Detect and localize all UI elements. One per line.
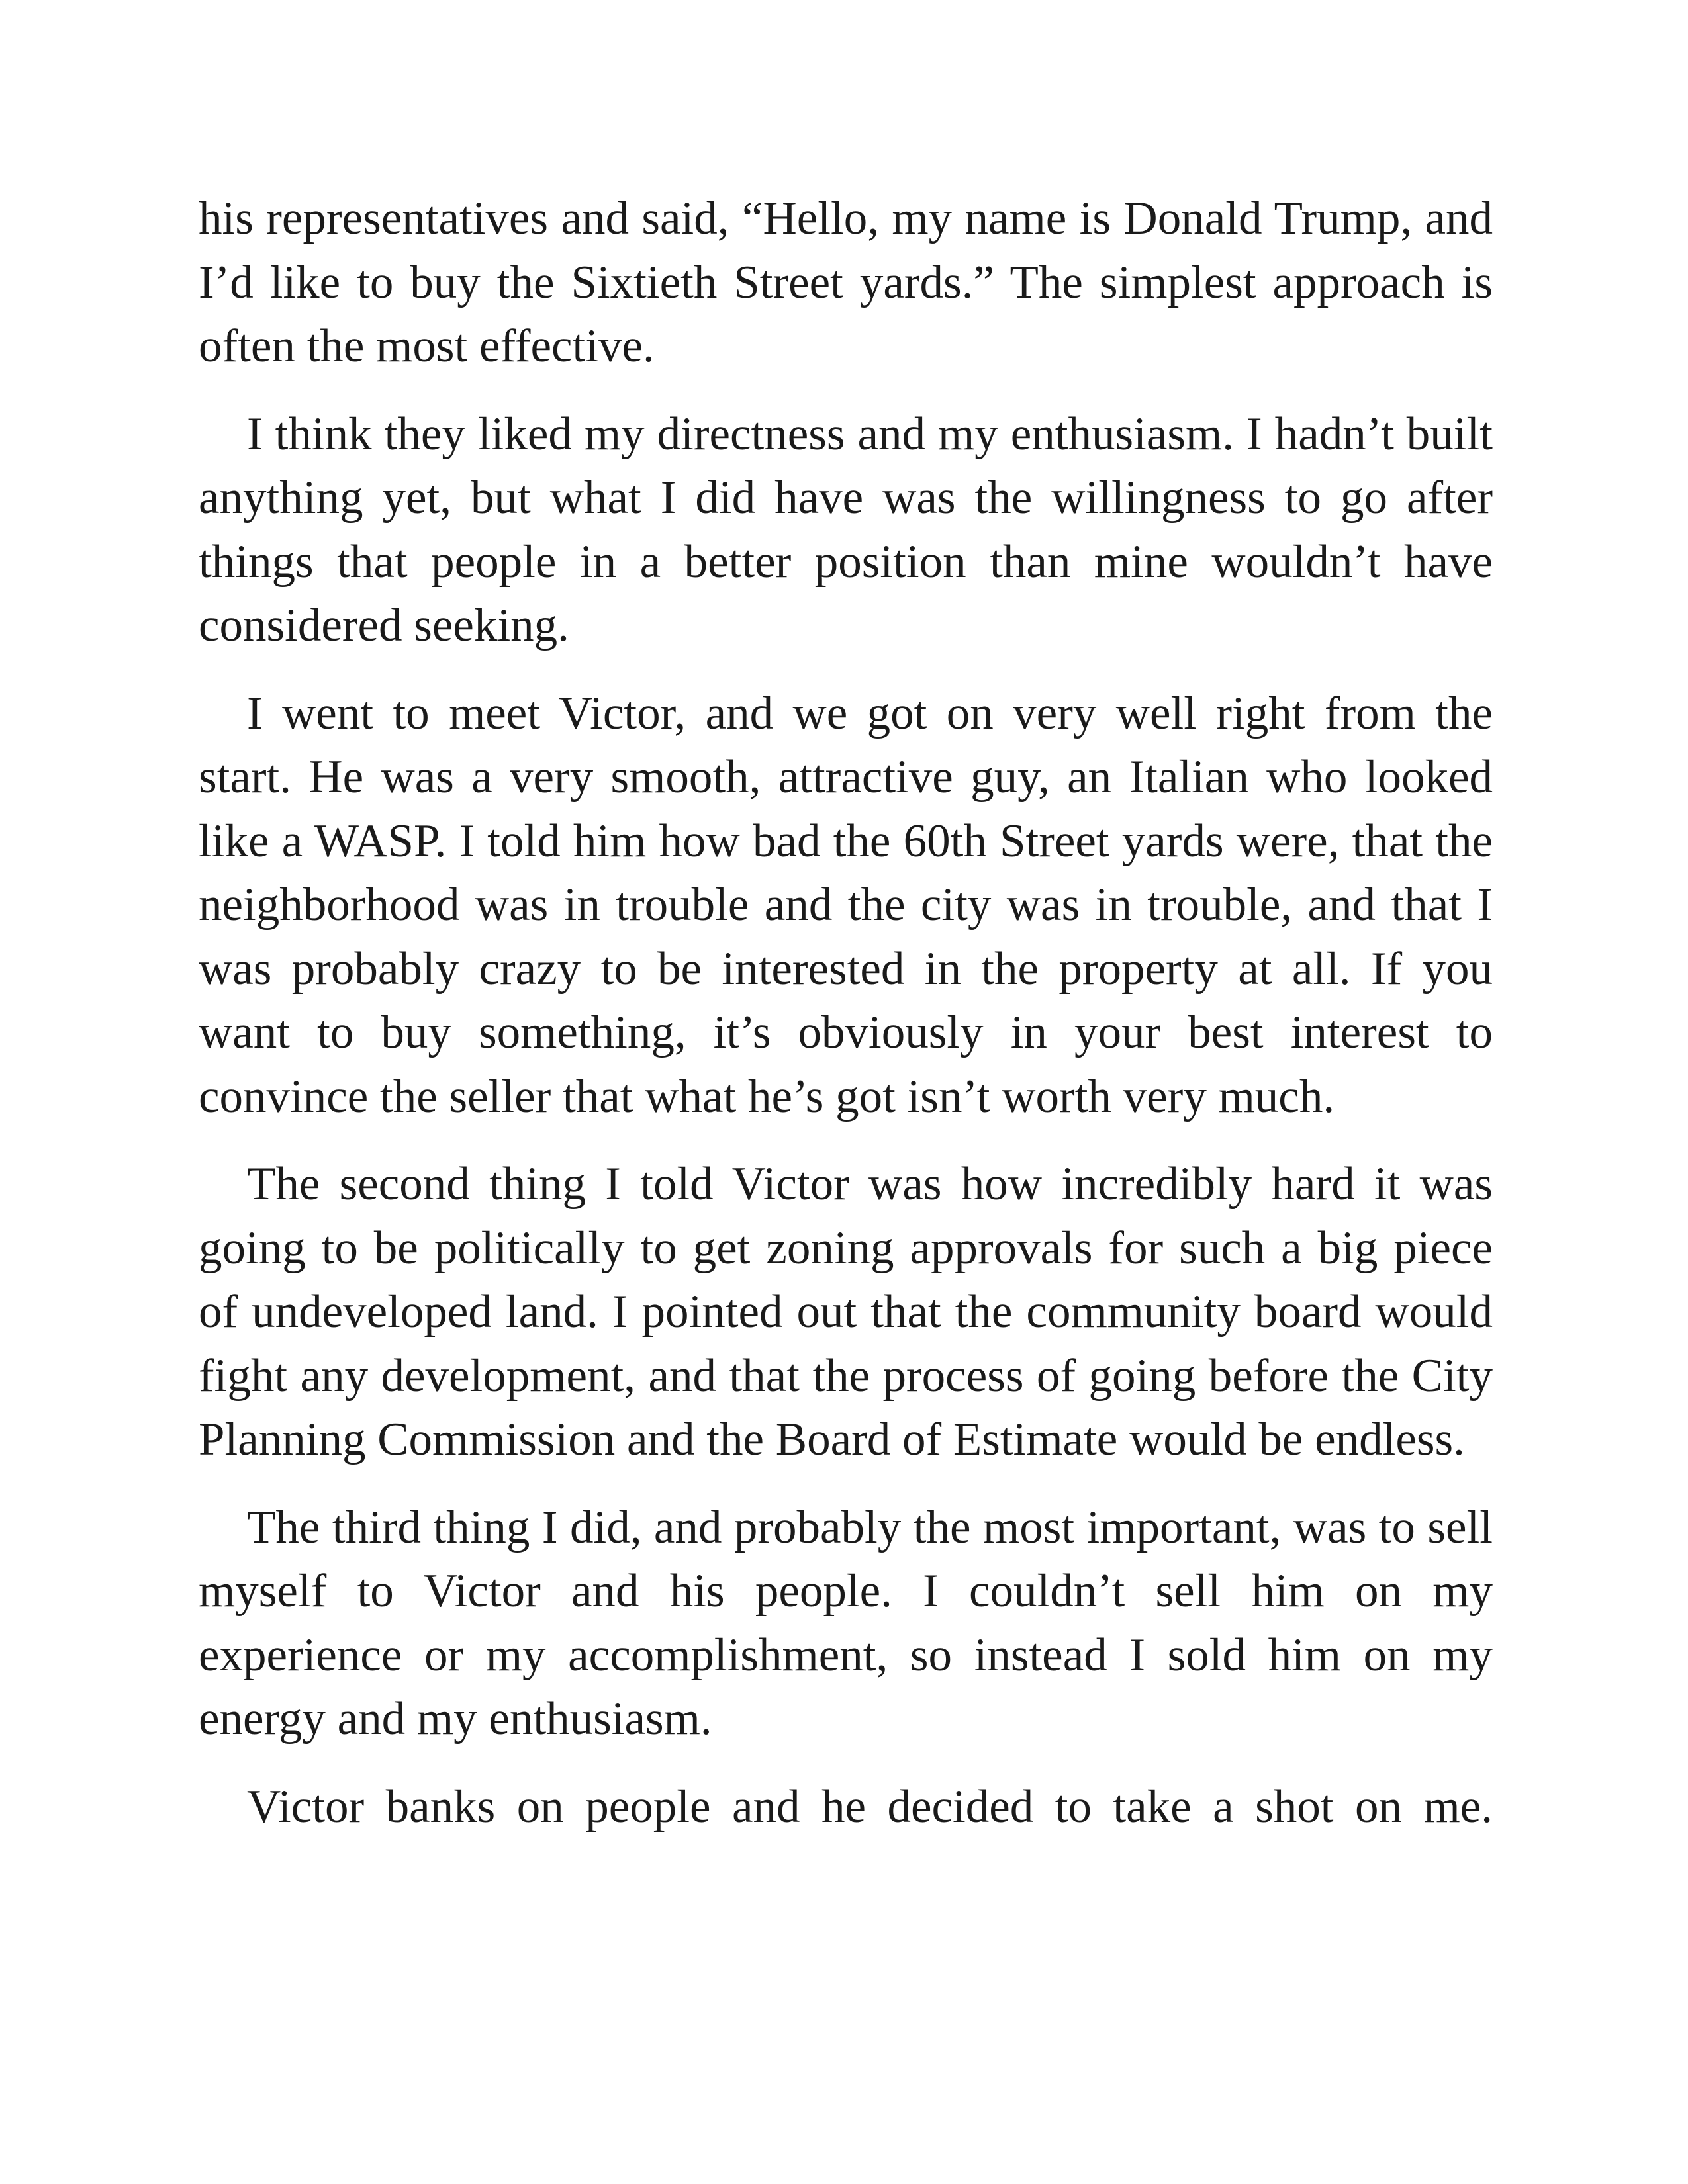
paragraph-selling-myself: The third thing I did, and probably the most important, was to sell myself to Victor and his people. I couldn’t sell him on my experience or my accomplishment, so instead I sold him on my energy and my enthusiasm.	[199, 1501, 1493, 1745]
paragraph-zoning: The second thing I told Victor was how incredibly hard it was going to be politically to get zoning approvals for such a big piece of undeveloped land. I pointed out that the community board would fight any development, and that the process of going before the City Planning Commission and the Board of Estimate would be endless.	[199, 1158, 1493, 1465]
paragraph-directness: I think they liked my directness and my enthusiasm. I hadn’t built anything yet, but what I did have was the willingness to go after things that people in a better position than mine wouldn’t have considered seeking.	[199, 408, 1493, 651]
document-page	[199, 187, 1493, 1862]
paragraph-closing: Victor banks on people and he decided to take a shot on me.	[247, 1780, 1493, 1833]
paragraph-meeting-victor: I went to meet Victor, and we got on very well right from the start. He was a very smooth, attractive guy, an Italian who looked like a WASP. I told him how bad the 60th Street yards were, that the neighborhood was in trouble and the city was in trouble, and that I was probably crazy to be interested in the property at all. If you want to buy something, it’s obviously in your best interest to convince the seller that what he’s got isn’t worth very much.	[199, 687, 1493, 1122]
paragraph-continuation: his representatives and said, “Hello, my name is Donald Trump, and I’d like to buy the Sixtieth Street yards.” The simplest approach is often the most effective.	[199, 193, 1493, 372]
